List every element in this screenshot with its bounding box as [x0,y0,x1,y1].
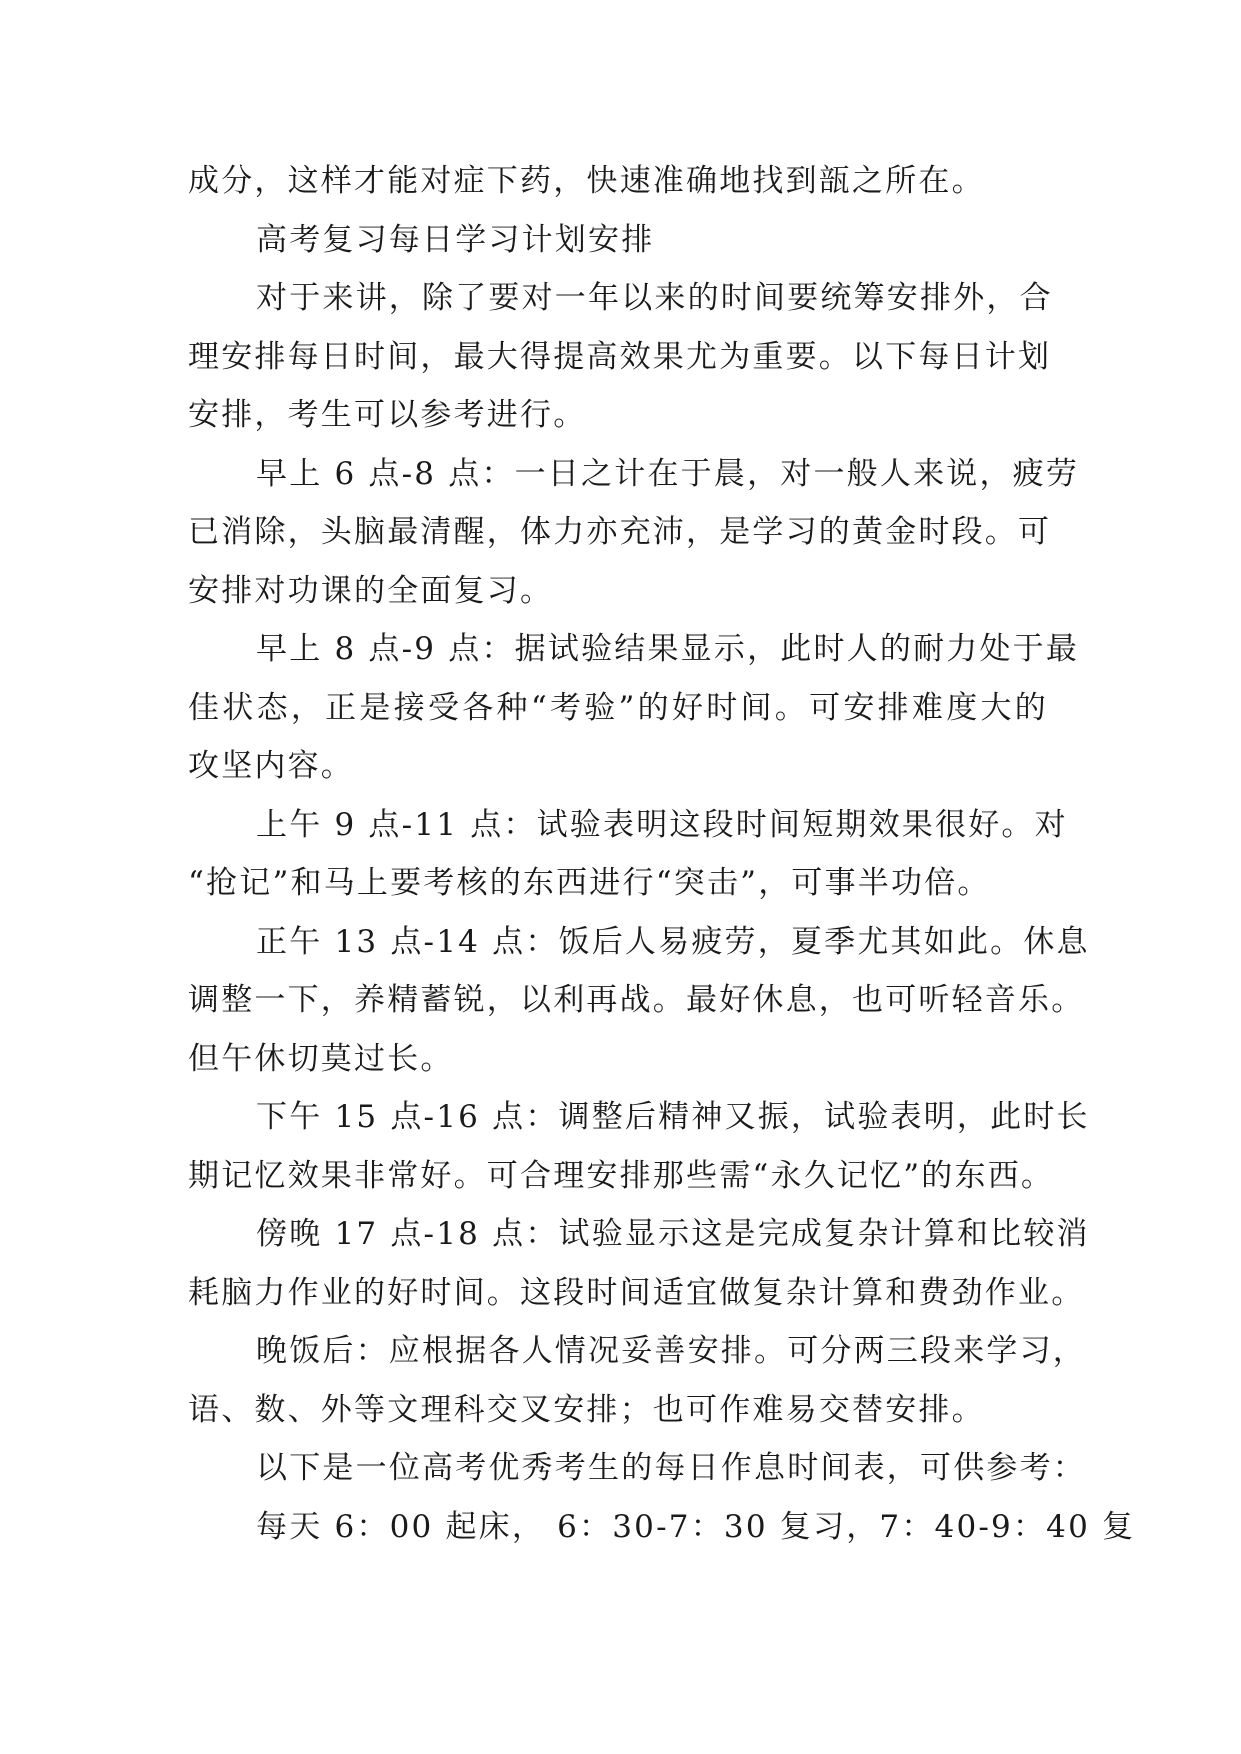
text-line: 晚饭后：应根据各人情况妥善安排。可分两三段来学习， [256,1333,1086,1369]
text-line: 安排，考生可以参考进行。 [188,397,587,433]
text-line: 每天 6：00 起床， 6：30-7：30 复习，7：40-9：40 复 [256,1508,1136,1545]
text-line: 高考复习每日学习计划安排 [256,221,655,258]
text-line: 理安排每日时间，最大得提高效果尤为重要。以下每日计划 [188,338,1052,375]
text-line: 早上 8 点-9 点：据试验结果显示，此时人的耐力处于最 [256,631,1080,667]
text-line: 佳状态，正是接受各种“考验”的好时间。可安排难度大的 [188,689,1048,726]
text-line: 成分，这样才能对症下药，快速准确地找到瓿之所在。 [188,163,985,199]
text-line: 已消除，头脑最清醒，体力亦充沛，是学习的黄金时段。可 [188,514,1052,550]
text-line: 以下是一位高考优秀考生的每日作息时间表，可供参考： [256,1450,1086,1486]
text-line: 攻坚内容。 [188,748,354,784]
text-line: “抢记”和马上要考核的东西进行“突击”，可事半功倍。 [188,865,991,901]
text-line: 正午 13 点-14 点：饭后人易疲劳，夏季尤其如此。休息 [256,923,1090,960]
text-line: 安排对功课的全面复习。 [188,572,554,609]
document-page [188,152,1136,1556]
text-line: 早上 6 点-8 点：一日之计在于晨，对一般人来说，疲劳 [256,455,1080,492]
text-line: 耗脑力作业的好时间。这段时间适宜做复杂计算和费劲作业。 [188,1274,1085,1311]
text-line: 期记忆效果非常好。可合理安排那些需“永久记忆”的东西。 [188,1157,1055,1194]
text-line: 但午休切莫过长。 [188,1040,454,1077]
text-line: 傍晚 17 点-18 点：试验显示这是完成复杂计算和比较消 [256,1216,1090,1252]
text-line: 上午 9 点-11 点：试验表明这段时间短期效果很好。对 [256,806,1068,843]
text-line: 对于来讲，除了要对一年以来的时间要统筹安排外，合 [256,280,1053,316]
text-line: 调整一下，养精蓄锐，以利再战。最好休息，也可听轻音乐。 [188,982,1085,1018]
text-line: 语、数、外等文理科交叉安排；也可作难易交替安排。 [188,1391,985,1428]
text-line: 下午 15 点-16 点：调整后精神又振，试验表明，此时长 [256,1099,1090,1135]
